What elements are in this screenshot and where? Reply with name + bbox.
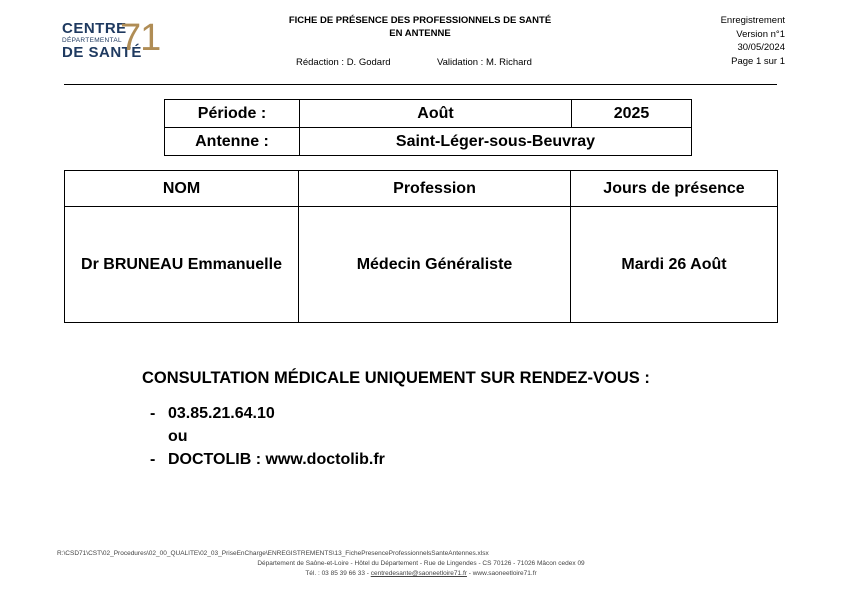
footer-address: Département de Saône-et-Loire - Hôtel du Département - Rue de Lingendes - CS 70126 - 71026 Mâcon cedex 09 <box>257 560 585 567</box>
antenna-value: Saint-Léger-sous-Beuvray <box>300 128 692 156</box>
column-header-name: NOM <box>65 171 299 207</box>
document-title-line1: FICHE DE PRÉSENCE DES PROFESSIONNELS DE SANTÉ <box>288 15 552 26</box>
table-row <box>65 207 778 323</box>
document-meta <box>721 14 785 68</box>
phone-number: 03.85.21.64.10 <box>168 405 275 422</box>
cell-name: Dr BRUNEAU Emmanuelle <box>65 207 299 323</box>
period-year: 2025 <box>572 100 692 128</box>
column-header-days: Jours de présence <box>571 171 778 207</box>
period-label: Période : <box>165 100 300 128</box>
meta-version: Version n°1 <box>736 28 785 40</box>
cell-profession: Médecin Généraliste <box>299 207 571 323</box>
redaction-label: Rédaction : D. Godard <box>296 57 391 68</box>
online-booking: DOCTOLIB : www.doctolib.fr <box>168 451 385 468</box>
meta-page: Page 1 sur 1 <box>731 55 785 67</box>
period-month: Août <box>300 100 572 128</box>
antenna-label: Antenne : <box>165 128 300 156</box>
presence-table <box>64 170 778 323</box>
column-header-profession: Profession <box>299 171 571 207</box>
logo-word-bottom: DE SANTÉ <box>62 44 142 61</box>
footer-phone: Tél. : 03 85 39 66 33 - <box>305 570 371 577</box>
logo <box>62 17 161 62</box>
footer-email-link[interactable]: centredesante@saoneetloire71.fr <box>370 570 467 577</box>
antenna-row <box>165 128 692 156</box>
bullet-dash: - <box>150 451 156 468</box>
meta-date: 30/05/2024 <box>737 42 785 53</box>
validation-label: Validation : M. Richard <box>437 57 532 68</box>
footer-website: - www.saoneetloire71.fr <box>466 570 537 577</box>
or-label: ou <box>168 428 188 445</box>
logo-number: 71 <box>120 17 161 59</box>
footer-contact <box>0 570 842 577</box>
footer-file-path: R:\CSD71\CST\02_Procedures\02_00_QUALITE\02_03_PriseEnCharge\ENREGISTREMENTS\13_FichePresenceProfessionnelsSanteAntennes.xlsx <box>57 550 489 557</box>
consultation-title: CONSULTATION MÉDICALE UNIQUEMENT SUR RENDEZ-VOUS : <box>142 369 650 387</box>
table-header-row <box>65 171 778 207</box>
period-row <box>165 100 692 128</box>
header-divider <box>64 84 777 85</box>
logo-word-top: CENTRE <box>62 20 127 37</box>
bullet-dash: - <box>150 405 156 422</box>
period-table <box>164 99 692 156</box>
meta-type: Enregistrement <box>720 15 785 26</box>
document-title <box>200 14 640 40</box>
logo-word-middle: DÉPARTEMENTAL <box>62 37 122 44</box>
cell-days: Mardi 26 Août <box>571 207 778 323</box>
document-title-line2: EN ANTENNE <box>389 28 451 39</box>
